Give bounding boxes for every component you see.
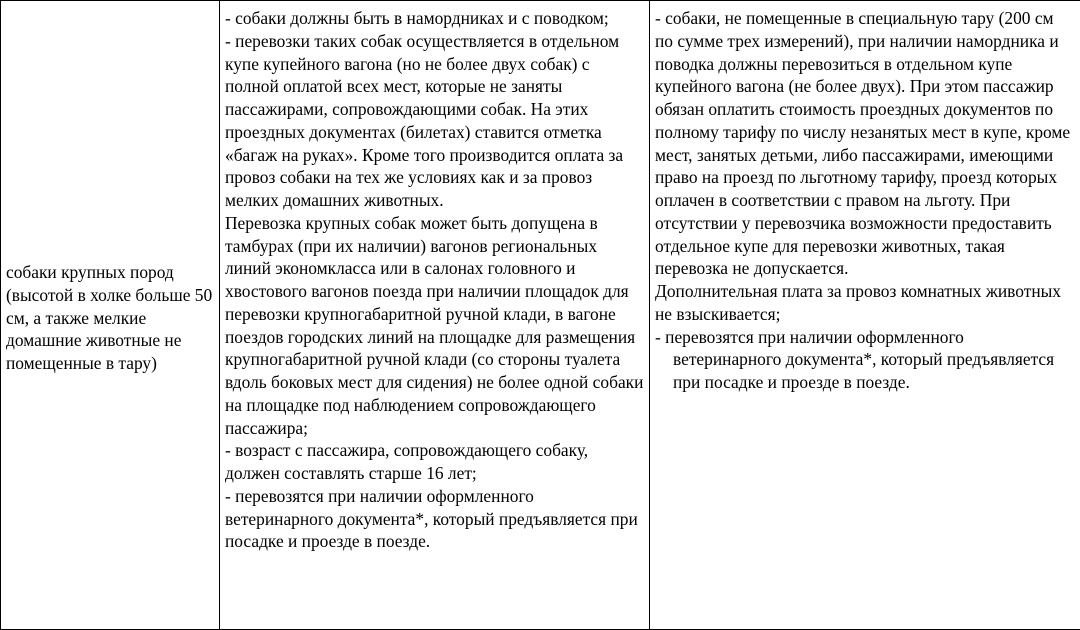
- rule-veterinary-document: - перевозятся при наличии оформленного ветеринарного документа*, который предъявляется при посадке и проезде в поезде.: [225, 485, 638, 552]
- rule-separate-compartment: - перевозки таких собак осуществляется в отдельном купе купейного вагона (но не более двух собак) с полной оплатой всех мест, которые не заняты пассажирами, сопровождающими собак. На этих проездных документах (билетах) ставится отметка «багаж на руках». Кроме того производится оплата за провоз собаки на тех же условиях как и за провоз мелких домашних животных.: [225, 30, 624, 210]
- transport-conditions-cell: [650, 1, 1080, 630]
- animal-category-text: собаки крупных пород (высотой в холке больше 50 см, а также мелкие домашние животные не помещенные в тару): [6, 262, 213, 374]
- transport-rules-cell: [220, 1, 650, 630]
- table-row: [1, 1, 1080, 630]
- condition-veterinary-document: - перевозятся при наличии оформленного ветеринарного документа*, который предъявляется при посадке и проезде в поезде.: [655, 326, 1055, 392]
- condition-no-container: - собаки, не помещенные в специальную тару (200 см по сумме трех измерений), при наличии намордника и поводка должны перевозиться в отдельном купе купейного вагона (не более двух). При этом пассажир обязан оплатить стоимость проездных документов по полному тарифу по числу незанятых мест в купе, кроме мест, занятых детьми, либо пассажирами, имеющими право на проезд по льготному тарифу, проезд которых оплачен в соответствии с правом на льготу. При отсутствии у перевозчика возможности предоставить отдельное купе для перевозки животных, такая перевозка не допускается.: [655, 8, 1071, 279]
- condition-no-extra-fee: Дополнительная плата за провоз комнатных животных не взыскивается;: [655, 281, 1062, 324]
- rule-muzzle-leash: - собаки должны быть в намордниках и с поводком;: [225, 8, 609, 28]
- rule-vestibule-transport: Перевозка крупных собак может быть допущена в тамбурах (при их наличии) вагонов региональных линий экономкласса или в салонах головного и хвостового вагонов поезда при наличии площадок для перевозки крупногабаритной ручной клади, в вагоне поездов городских линий на площадке для размещения крупногабаритной ручной клади (со стороны туалета вдоль боковых мест для сидения) не более одной собаки на площадке под наблюдением сопровождающего пассажира;: [225, 212, 644, 438]
- animal-category-cell: [1, 1, 220, 630]
- rule-escort-age: - возраст с пассажира, сопровождающего собаку, должен составлять старше 16 лет;: [225, 440, 589, 483]
